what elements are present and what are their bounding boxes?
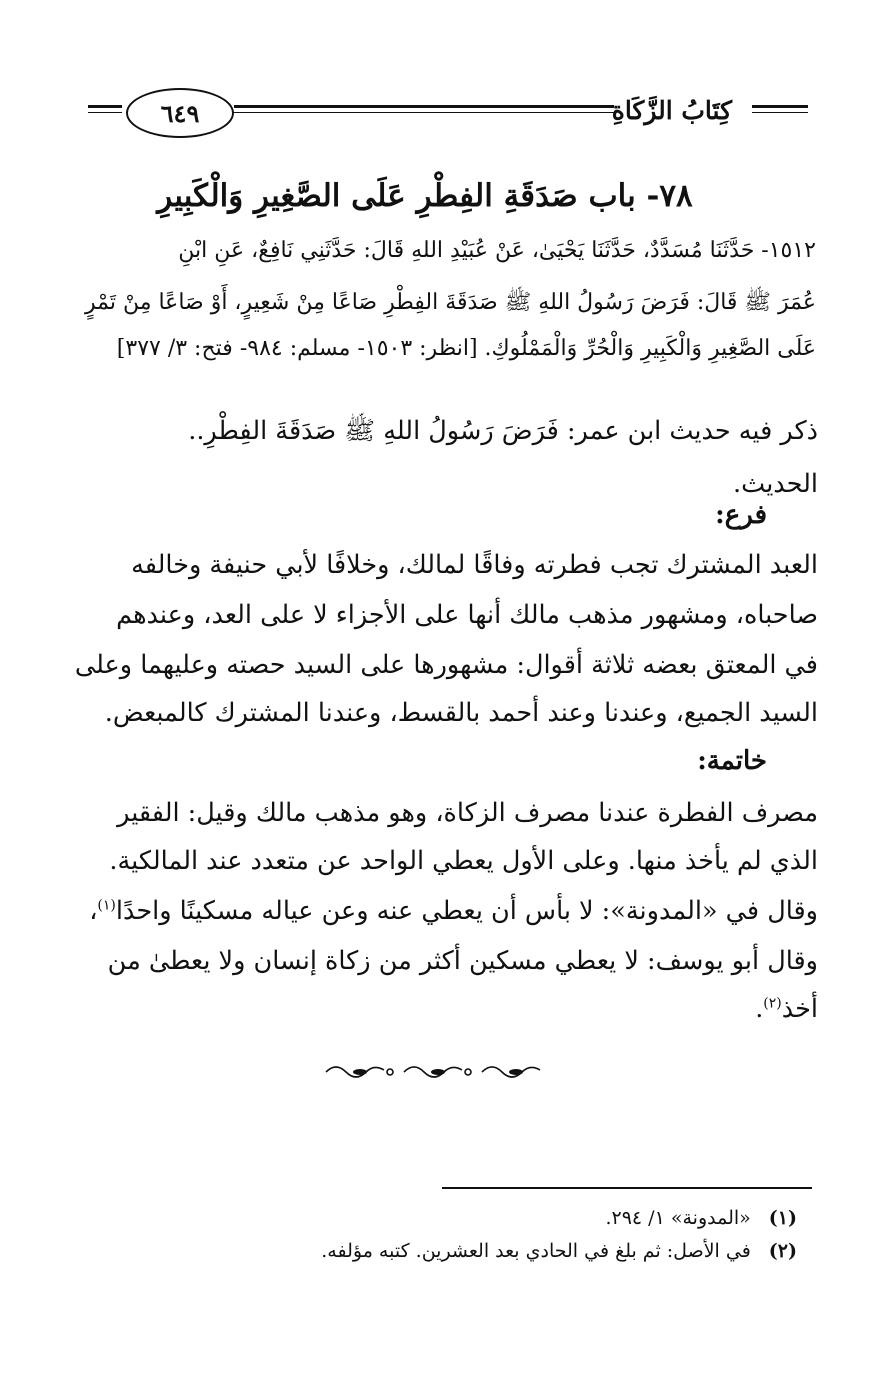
header-rule-right-outer	[752, 105, 808, 108]
commentary-line: العبد المشترك تجب فطرته وفاقًا لمالك، وخلافًا لأبي حنيفة وخالفه	[131, 550, 818, 580]
ornament-divider-icon	[320, 1060, 550, 1084]
hadith-line: عَلَى الصَّغِيرِ وَالْكَبِيرِ وَالْحُرِّ وَالْمَمْلُوكِ. [انظر: ١٥٠٣- مسلم: ٩٨٤- فتح: ٣/ ٣٧٧]	[116, 336, 816, 361]
commentary-line: صاحباه، ومشهور مذهب مالك أنها على الأجزاء لا على العد، وعندهم	[116, 600, 818, 630]
footnote-ref-1[interactable]: (١)	[97, 897, 116, 914]
footnote-separator	[442, 1187, 812, 1189]
header-rule-left-inner	[88, 112, 122, 113]
page-number: ٦٤٩	[126, 88, 234, 138]
commentary-line: الذي لم يأخذ منها. وعلى الأول يعطي الواحد عن متعدد عند المالكية.	[109, 846, 818, 876]
header-rule-left-outer	[88, 105, 122, 108]
footnote-1	[605, 1207, 797, 1229]
footnote-2	[321, 1240, 797, 1262]
footnote-text: في الأصل: ثم بلغ في الحادي بعد العشرين. كتبه مؤلفه.	[321, 1240, 751, 1262]
footnote-number: (٢)	[768, 1240, 797, 1262]
line-end-comma: ،	[89, 896, 98, 926]
section-heading-khatima: خاتمة:	[697, 746, 767, 776]
commentary-line	[72, 896, 818, 926]
hadith-line: عُمَرَ ﷺ قَالَ: فَرَضَ رَسُولُ اللهِ ﷺ صَدَقَةَ الفِطْرِ صَاعًا مِنْ شَعِيرٍ، أَوْ صَاعًا مِنْ تَمْرٍ	[84, 290, 816, 315]
commentary-line: السيد الجميع، وعندنا وعند أحمد بالقسط، وعندنا المشترك كالمبعض.	[104, 698, 818, 728]
header-rule-middle-inner	[234, 112, 614, 113]
commentary-line: ذكر فيه حديث ابن عمر: فَرَضَ رَسُولُ اللهِ ﷺ صَدَقَةَ الفِطْرِ..	[188, 416, 818, 446]
footnote-ref-2[interactable]: (٢)	[763, 995, 782, 1012]
commentary-text: أخذ	[781, 994, 818, 1024]
commentary-text: وقال في «المدونة»: لا بأس أن يعطي عنه وعن عياله مسكينًا واحدًا	[115, 896, 818, 926]
line-end-period: .	[755, 994, 764, 1024]
header-rule-middle-outer	[234, 105, 614, 108]
commentary-line: في المعتق بعضه ثلاثة أقوال: مشهورها على السيد حصته وعليهما وعلى	[74, 650, 818, 680]
commentary-line	[72, 994, 818, 1024]
hadith-line: ١٥١٢- حَدَّثَنَا مُسَدَّدٌ، حَدَّثَنَا يَحْيَىٰ، عَنْ عُبَيْدِ اللهِ قَالَ: حَدَّثَنِي نَافِعٌ، عَنِ ابْنِ	[178, 238, 816, 263]
commentary-line: وقال أبو يوسف: لا يعطي مسكين أكثر من زكاة إنسان ولا يعطىٰ من	[107, 946, 818, 976]
commentary-line: مصرف الفطرة عندنا مصرف الزكاة، وهو مذهب مالك وقيل: الفقير	[117, 798, 818, 828]
chapter-title: ٧٨- باب صَدَقَةِ الفِطْرِ عَلَى الصَّغِيرِ وَالْكَبِيرِ	[157, 178, 693, 214]
section-heading-far: فرع:	[715, 500, 767, 530]
header-rule-right-inner	[752, 112, 808, 113]
book-title: كِتَابُ الزَّكَاةِ	[611, 96, 732, 125]
footnote-number: (١)	[768, 1207, 797, 1229]
commentary-line: الحديث.	[733, 469, 818, 499]
footnote-text: «المدونة» ١/ ٢٩٤.	[605, 1207, 751, 1229]
running-header	[88, 82, 808, 142]
